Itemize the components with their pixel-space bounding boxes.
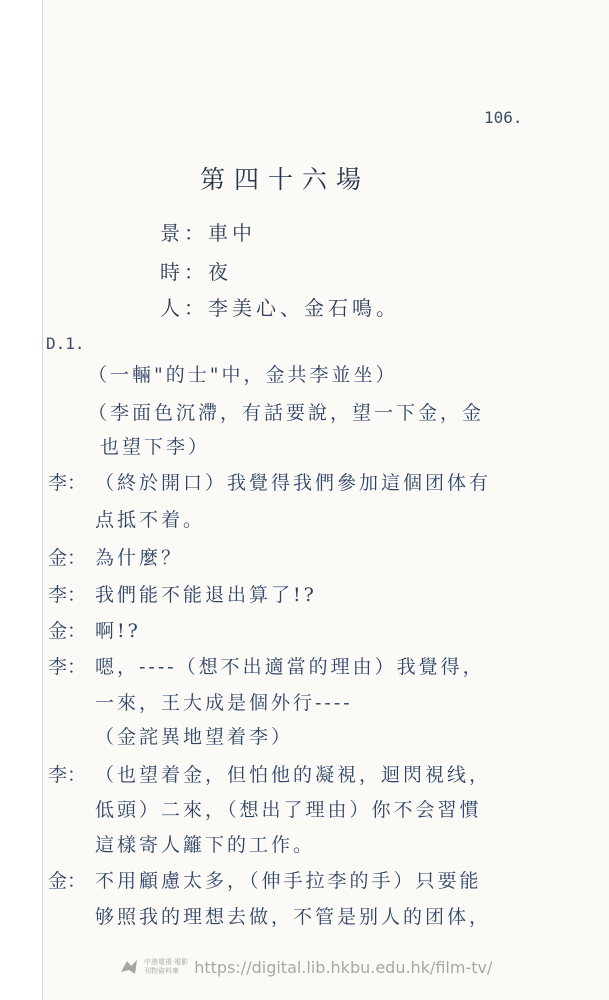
- speaker-label: 李：: [48, 472, 87, 494]
- script-line: 一來，王大成是個外行----: [95, 692, 353, 714]
- script-line: 嗯，----（想不出適當的理由）我覺得，: [95, 656, 485, 678]
- script-line: 也望下李）: [100, 436, 211, 458]
- watermark-org: [144, 958, 188, 976]
- speaker-label: 李：: [48, 656, 87, 678]
- script-line: 為什麼？: [95, 547, 184, 569]
- library-logo-icon: [118, 956, 140, 978]
- watermark-org-line1: 中港電視·電影: [144, 958, 189, 966]
- script-line: 不用顧慮太多，（伸手拉李的手）只要能: [95, 870, 482, 892]
- script-line: （李面色沉滯，有話要說，望一下金，金: [88, 402, 485, 424]
- speaker-label: 李：: [48, 584, 87, 606]
- speaker-label: 李：: [48, 764, 87, 786]
- page-number: 106.: [484, 108, 523, 127]
- script-line: 低頭）二來，（想出了理由）你不会習慣: [95, 799, 482, 821]
- script-line: （終於開口）我覺得我們參加這個团体有: [95, 472, 492, 494]
- scene-number: D.1.: [46, 334, 85, 353]
- watermark-url: https://digital.lib.hkbu.edu.hk/film-tv/: [194, 957, 493, 977]
- meta-people: 人：李美心、金石鳴。: [160, 296, 400, 320]
- page-edge: [42, 0, 43, 1000]
- scene-title: 第四十六場: [200, 165, 371, 194]
- script-line: （一輛"的士"中，金共李並坐）: [88, 364, 398, 386]
- watermark: [118, 952, 492, 982]
- script-line: （也望着金，但怕他的凝視，迴閃視线，: [95, 764, 492, 786]
- meta-time: 時：夜: [160, 260, 232, 284]
- script-line: 啊!?: [95, 620, 141, 642]
- script-line: 够照我的理想去做，不管是别人的团体，: [95, 906, 492, 928]
- speaker-label: 金：: [48, 870, 87, 892]
- speaker-label: 金：: [48, 547, 87, 569]
- speaker-label: 金：: [48, 620, 87, 642]
- meta-scene: 景：車中: [160, 221, 256, 245]
- script-line: 点抵不着。: [95, 509, 206, 531]
- script-line: （金詫異地望着李）: [95, 726, 294, 748]
- watermark-org-line2: 刊物資料庫: [144, 967, 179, 975]
- script-line: 這樣寄人籬下的工作。: [95, 834, 316, 856]
- script-line: 我們能不能退出算了!?: [95, 584, 317, 606]
